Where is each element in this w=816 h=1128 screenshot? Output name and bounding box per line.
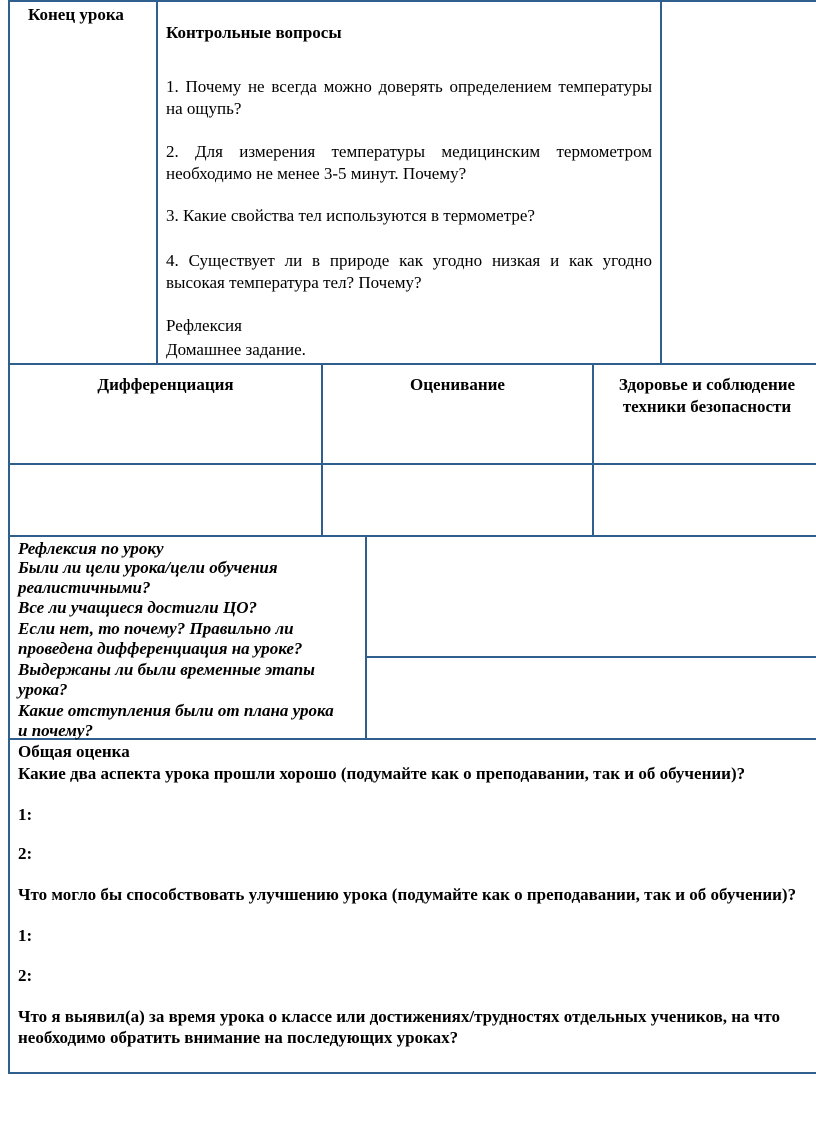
summary-item-1: 1: bbox=[18, 805, 33, 824]
column-health-safety: Здоровье и соблюдение техники безопасности bbox=[618, 375, 796, 416]
reflection-line-4: Если нет, то почему? Правильно ли проведена дифференциация на уроке? bbox=[18, 619, 303, 658]
summary-question-2: Что могло бы способствовать улучшению урока (подумайте как о преподавании, так и об обучении)? bbox=[18, 885, 797, 904]
table-border-bottom bbox=[8, 1072, 816, 1074]
divider-h4 bbox=[365, 656, 816, 658]
divider-v5 bbox=[365, 535, 367, 740]
stage-label: Конец урока bbox=[28, 5, 124, 24]
reflection-line-3: Все ли учащиеся достигли ЦО? bbox=[18, 598, 257, 617]
table-border-left bbox=[8, 0, 10, 1074]
question-2: 2. Для измерения температуры медицинским термометром необходимо не менее 3-5 минут. Почему? bbox=[166, 142, 652, 183]
homework-label: Домашнее задание. bbox=[166, 340, 306, 359]
reflection-line-1: Рефлексия по уроку bbox=[18, 539, 164, 558]
summary-item-2: 2: bbox=[18, 844, 33, 863]
summary-title: Общая оценка bbox=[18, 742, 130, 761]
divider-h2 bbox=[8, 463, 816, 465]
control-questions-heading: Контрольные вопросы bbox=[166, 23, 342, 42]
summary-item-4: 2: bbox=[18, 966, 33, 985]
reflection-line-5: Выдержаны ли были временные этапы урока? bbox=[18, 660, 315, 699]
summary-question-3: Что я выявил(а) за время урока о классе или достижениях/трудностях отдельных учеников, на что необходимо обратить внимание на последующих уроках? bbox=[18, 1007, 781, 1047]
summary-question-1: Какие два аспекта урока прошли хорошо (подумайте как о преподавании, так и об обучении)? bbox=[18, 764, 746, 783]
reflection-label: Рефлексия bbox=[166, 316, 242, 335]
question-4: 4. Существует ли в природе как угодно низкая и как угодно высокая температура тел? Почему? bbox=[166, 251, 652, 292]
divider-v1 bbox=[156, 0, 158, 365]
question-1: 1. Почему не всегда можно доверять определением температуры на ощупь? bbox=[166, 77, 652, 118]
question-3: 3. Какие свойства тел используются в термометре? bbox=[166, 206, 535, 225]
summary-item-3: 1: bbox=[18, 926, 33, 945]
column-assessment: Оценивание bbox=[410, 375, 505, 394]
reflection-line-2: Были ли цели урока/цели обучения реалистичными? bbox=[18, 558, 278, 597]
divider-h3 bbox=[8, 535, 816, 537]
table-border-top bbox=[8, 0, 816, 2]
divider-h1 bbox=[8, 363, 816, 365]
column-differentiation: Дифференциация bbox=[97, 375, 234, 394]
divider-v2 bbox=[660, 0, 662, 365]
divider-v4 bbox=[592, 363, 594, 537]
reflection-line-6: Какие отступления были от плана урока и почему? bbox=[18, 701, 334, 740]
